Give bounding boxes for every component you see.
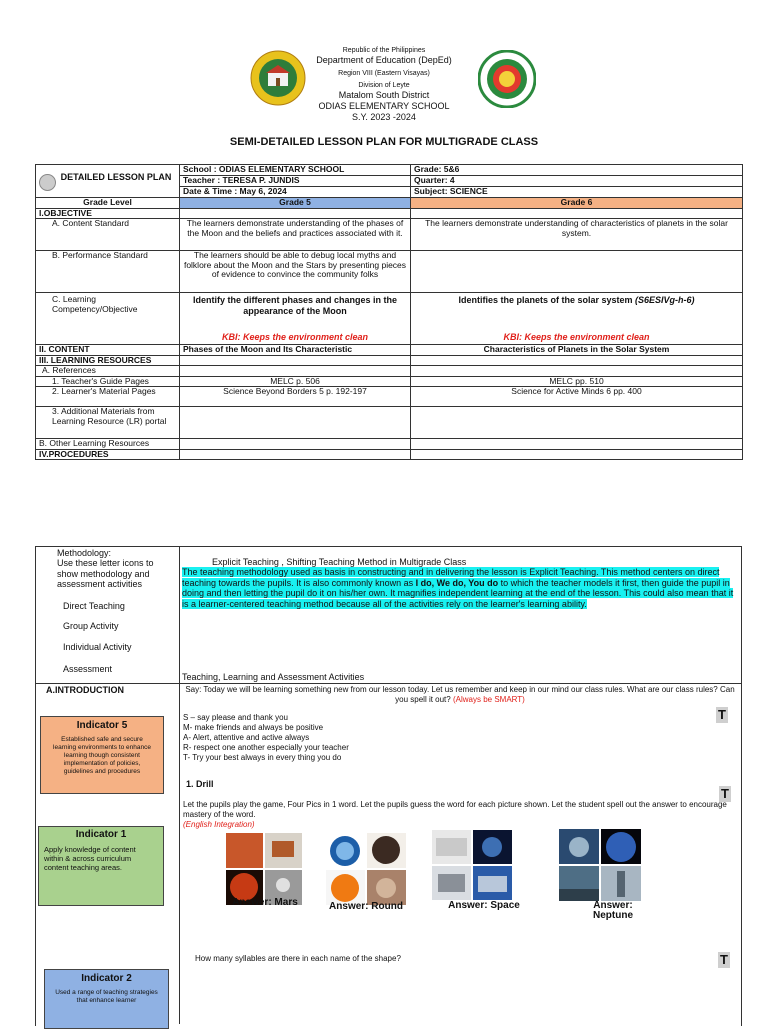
method-group-activity: Group Activity — [63, 621, 119, 631]
content-standard-g5: The learners demonstrate understanding of the phases of the Moon and the beliefs and practices associated with it. — [180, 219, 411, 251]
method-direct-teaching: Direct Teaching — [63, 601, 125, 611]
page-title: SEMI-DETAILED LESSON PLAN FOR MULTIGRADE CLASS — [229, 136, 539, 148]
content-label: II. CONTENT — [36, 345, 180, 356]
additional-materials-label: 3. Additional Materials from Learning Resource (LR) portal — [36, 407, 180, 439]
indicator-1-title: Indicator 1 — [75, 829, 127, 840]
tla-heading: Teaching, Learning and Assessment Activities — [182, 672, 365, 682]
plan-label: DETAILED LESSON PLAN — [60, 171, 172, 182]
learning-competency-g6-cell — [411, 293, 743, 345]
teachers-guide-g6: MELC pp. 510 — [411, 376, 743, 387]
procedure-table-divider — [179, 546, 180, 1024]
procedures-label: IV.PROCEDURES — [36, 449, 180, 460]
method-individual-activity: Individual Activity — [63, 642, 132, 652]
methodology-hint: Use these letter icons to show methodology and assessment activities — [57, 558, 154, 589]
header-district: Matalom South District — [338, 90, 430, 100]
syllable-question: How many syllables are there in each name of the shape? — [195, 954, 401, 963]
learning-competency-g6 — [414, 295, 739, 306]
indicator-2-text: Used a range of teaching strategies that enhance learner — [55, 989, 158, 1004]
indicator-2-box — [44, 969, 169, 1029]
methodology-heading: Explicit Teaching , Shifting Teaching Method in Multigrade Class — [212, 557, 467, 567]
kbi-g5: KBI: Keeps the environment clean — [221, 332, 369, 342]
english-integration: (English Integration) — [183, 820, 255, 829]
t-icon: T — [719, 786, 731, 802]
class-rules — [183, 713, 349, 763]
grade-cell: Grade: 5&6 — [411, 165, 743, 176]
content-standard-label: A. Content Standard — [36, 219, 180, 251]
procedure-table-row-line — [35, 683, 742, 684]
methodology-paragraph — [182, 567, 738, 609]
deped-small-seal — [39, 174, 56, 191]
t-icon: T — [716, 707, 728, 723]
header-school: ODIAS ELEMENTARY SCHOOL — [318, 101, 450, 111]
grade6-header: Grade 6 — [411, 198, 743, 209]
grade-level-cell: Grade Level — [36, 198, 180, 209]
subject-cell: Subject: SCIENCE — [411, 187, 743, 198]
four-pics-space — [432, 830, 512, 900]
answer-round: Answer: Round — [329, 901, 403, 912]
teacher-cell: Teacher : TERESA P. JUNDIS — [180, 176, 411, 187]
learning-competency-label: C. Learning Competency/Objective — [36, 293, 180, 345]
learners-material-g5: Science Beyond Borders 5 p. 192-197 — [180, 387, 411, 407]
drill-text: Let the pupils play the game, Four Pics in 1 word. Let the pupils guess the word for each picture shown. Let the student spell out the answer to encourage mastery of the word. — [183, 800, 727, 819]
methodology-i-do-we-do: I do, We do, You do — [415, 577, 499, 588]
references-label: A. References — [36, 366, 180, 377]
rule-m: M- make friends and always be positive — [183, 723, 324, 732]
learners-material-label: 2. Learner's Material Pages — [36, 387, 180, 407]
answer-space: Answer: Space — [448, 900, 520, 911]
kbi-g6: KBI: Keeps the environment clean — [503, 332, 650, 342]
content-standard-g6: The learners demonstrate understanding of characteristics of planets in the solar system. — [411, 219, 743, 251]
learning-competency-g6-text: Identifies the planets of the solar system — [458, 295, 633, 305]
header-school-year: S.Y. 2023 -2024 — [352, 112, 416, 122]
plan-label-cell — [36, 165, 180, 198]
answer-mars: Answer: Mars — [232, 897, 298, 908]
objective-label: I.OBJECTIVE — [36, 208, 180, 219]
performance-standard-g5: The learners should be able to debug local myths and folklore about the Moon and the Stars by presenting pieces of evidence to convince the community folks — [180, 251, 411, 293]
indicator-5-box — [40, 716, 164, 794]
intro-say-text: Say: Today we will be learning something new from our lesson today. Let us remember and keep in our mind our class rules. What are our class rules? Can you spell it out? — [185, 685, 735, 704]
t-icon: T — [718, 952, 730, 968]
content-g5: Phases of the Moon and Its Characteristic — [180, 345, 411, 356]
rule-t: T- Try your best always in every thing you do — [183, 753, 342, 762]
intro-smart: (Always be SMART) — [452, 695, 525, 704]
other-resources-label: B. Other Learning Resources — [36, 439, 180, 450]
teachers-guide-label: 1. Teacher's Guide Pages — [36, 376, 180, 387]
indicator-5-text: Established safe and secure learning environments to enhance learning though consistent implementation of policies, guidelines and procedures — [53, 736, 151, 775]
content-g6: Characteristics of Planets in the Solar System — [411, 345, 743, 356]
lesson-plan-table — [35, 164, 743, 460]
methodology-paragraph-2: to which the teacher models it first, then guide the pupil in doing and then letting the pupil do it on his/her own. It magnifies independent learning at the end of the lesson. This could also mean that it is a learner-centered teaching method because all of the activities rely on the learner's learning ability. — [182, 577, 734, 609]
four-pics-neptune — [559, 829, 641, 901]
indicator-5-title: Indicator 5 — [76, 720, 128, 731]
learning-competency-g5: Identify the different phases and changes in the appearance of the Moon — [192, 295, 398, 316]
drill-heading: 1. Drill — [186, 779, 214, 789]
resources-label: III. LEARNING RESOURCES — [36, 355, 180, 366]
rule-a: A- Alert, attentive and active always — [183, 733, 310, 742]
methodology-title: Methodology: — [57, 548, 112, 558]
rule-r: R- respect one another especially your teacher — [183, 743, 349, 752]
four-pics-round — [326, 833, 406, 905]
learners-material-g6: Science for Active Minds 6 pp. 400 — [411, 387, 743, 407]
introduction-label: A.INTRODUCTION — [46, 685, 124, 695]
header-department: Department of Education (DepEd) — [316, 55, 452, 65]
school-cell: School : ODIAS ELEMENTARY SCHOOL — [180, 165, 411, 176]
indicator-2-title: Indicator 2 — [81, 973, 132, 984]
indicator-1-box — [38, 826, 164, 906]
quarter-cell: Quarter: 4 — [411, 176, 743, 187]
teachers-guide-g5: MELC p. 506 — [180, 376, 411, 387]
header-region: Region VIII (Eastern Visayas) — [338, 70, 430, 77]
four-pics-mars — [226, 833, 302, 905]
learning-competency-g5-cell — [180, 293, 411, 345]
header-division: Division of Leyte — [358, 82, 410, 89]
intro-say — [182, 685, 738, 705]
answer-neptune: Answer: Neptune — [593, 900, 633, 921]
learning-competency-code: (S6ESIVg-h-6) — [635, 295, 695, 305]
methodology-paragraph-1: The teaching methodology used as basis in constructing and in delivering the lesson is Explicit Teaching. This method centers on direct teaching towards the pupils. It is also commonly known as — [182, 567, 720, 588]
date-cell: Date & Time : May 6, 2024 — [180, 187, 411, 198]
rule-s: S – say please and thank you — [183, 713, 288, 722]
header-republic: Republic of the Philippines — [342, 47, 426, 54]
indicator-1-text: Apply knowledge of content within & across curriculum content teaching areas. — [44, 845, 136, 872]
method-assessment: Assessment — [63, 664, 113, 674]
performance-standard-label: B. Performance Standard — [36, 251, 180, 293]
grade5-header: Grade 5 — [180, 198, 411, 209]
